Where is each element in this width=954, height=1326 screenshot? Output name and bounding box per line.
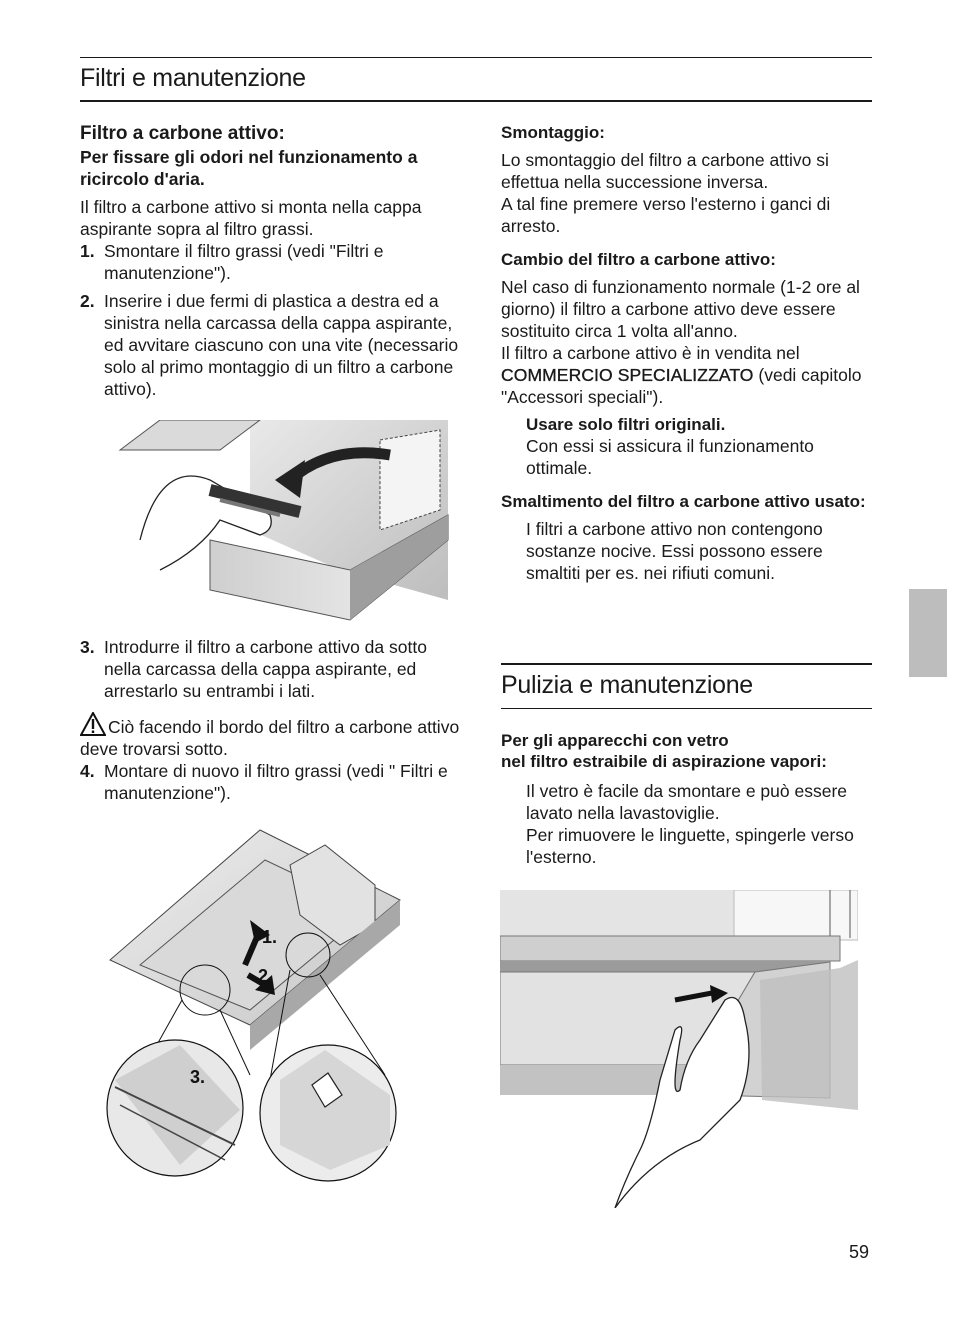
list-item-3 xyxy=(80,636,460,702)
heading-vetro-1: Per gli apparecchi con vetro xyxy=(501,731,729,750)
list-item-4 xyxy=(80,760,460,804)
section-tab-marker xyxy=(909,589,947,677)
section-rule-top xyxy=(501,663,872,665)
warning-text: Ciò facendo il bordo del filtro a carbone attivo deve trovarsi sotto. xyxy=(80,717,460,759)
warning-icon xyxy=(80,712,106,736)
list-number: 4. xyxy=(80,761,95,781)
figure-label-step-3: 3. xyxy=(190,1067,206,1087)
cambio-text-2c: (vedi capitolo "Accessori speciali"). xyxy=(501,365,862,407)
left-column-continued xyxy=(80,636,460,810)
cambio-text-2 xyxy=(501,342,873,408)
figure-label-step-2: 2. xyxy=(258,966,274,986)
heading-original-filters: Usare solo filtri originali. xyxy=(526,415,726,434)
subheading-odor: Per fissare gli odori nel funzionamento a ricircolo d'aria. xyxy=(80,147,418,189)
smaltimento-text: I filtri a carbone attivo non contengono sostanze nocive. Essi possono essere smaltiti per es. nei rifiuti comuni. xyxy=(526,519,823,583)
heading-vetro-2: nel filtro estraibile di aspirazione vapori: xyxy=(501,752,827,771)
heading-smaltimento: Smaltimento del filtro a carbone attivo usato: xyxy=(501,492,866,511)
warning-note xyxy=(80,712,460,760)
list-item-1 xyxy=(80,240,460,284)
left-column xyxy=(80,122,460,406)
section-heading-carbon-filter: Filtro a carbone attivo: xyxy=(80,123,285,144)
heading-smontaggio: Smontaggio: xyxy=(501,123,605,142)
cambio-text-1: Nel caso di funzionamento normale (1-2 ore al giorno) il filtro a carbone attivo deve essere sostituito circa 1 volta all'anno. xyxy=(501,277,860,341)
figure-remove-glass-tabs xyxy=(500,890,858,1208)
list-text: Inserire i due fermi di plastica a destra ed a sinistra nella carcassa della cappa aspirante, ed avvitare ciascuno con una vite (necessario solo al primo montaggio di un filtro a carbone attivo). xyxy=(104,291,459,399)
list-number: 2. xyxy=(80,291,95,311)
top-rule xyxy=(80,57,872,58)
figure-insert-carbon-filter xyxy=(100,825,420,1185)
specialist-store-text: COMMERCIO SPECIALIZZATO xyxy=(501,365,754,385)
intro-text: Il filtro a carbone attivo si monta nella cappa aspirante sopra al filtro grassi. xyxy=(80,197,422,239)
page-title: Filtri e manutenzione xyxy=(80,64,306,92)
vetro-text-2: Per rimuovere le linguette, spingerle verso l'esterno. xyxy=(526,825,854,867)
smontaggio-text-2: A tal fine premere verso l'esterno i ganci di arresto. xyxy=(501,194,831,236)
figure-insert-plastic-clips xyxy=(100,420,450,625)
list-text: Introdurre il filtro a carbone attivo da sotto nella carcassa della cappa aspirante, ed arrestarlo su entrambi i lati. xyxy=(104,637,427,701)
section-rule-bottom xyxy=(501,708,872,709)
list-number: 1. xyxy=(80,241,95,261)
vetro-text-1: Il vetro è facile da smontare e può essere lavato nella lavastoviglie. xyxy=(526,781,848,823)
list-number: 3. xyxy=(80,637,95,657)
section-title-pulizia: Pulizia e manutenzione xyxy=(501,671,753,699)
figure-label-step-1: 1. xyxy=(262,927,278,947)
list-item-2 xyxy=(80,290,460,400)
right-column-pulizia xyxy=(501,730,873,868)
smontaggio-text-1: Lo smontaggio del filtro a carbone attivo si effettua nella successione inversa. xyxy=(501,150,829,192)
header-rule xyxy=(80,100,872,102)
cambio-text-2a: Il filtro a carbone attivo è in vendita nel xyxy=(501,343,800,363)
original-filters-text: Con essi si assicura il funzionamento ottimale. xyxy=(526,436,814,478)
right-column xyxy=(501,122,873,584)
page-number: 59 xyxy=(849,1242,870,1262)
list-text: Montare di nuovo il filtro grassi (vedi " Filtri e manutenzione"). xyxy=(104,761,448,803)
list-text: Smontare il filtro grassi (vedi "Filtri e manutenzione"). xyxy=(104,241,384,283)
heading-cambio: Cambio del filtro a carbone attivo: xyxy=(501,250,776,269)
